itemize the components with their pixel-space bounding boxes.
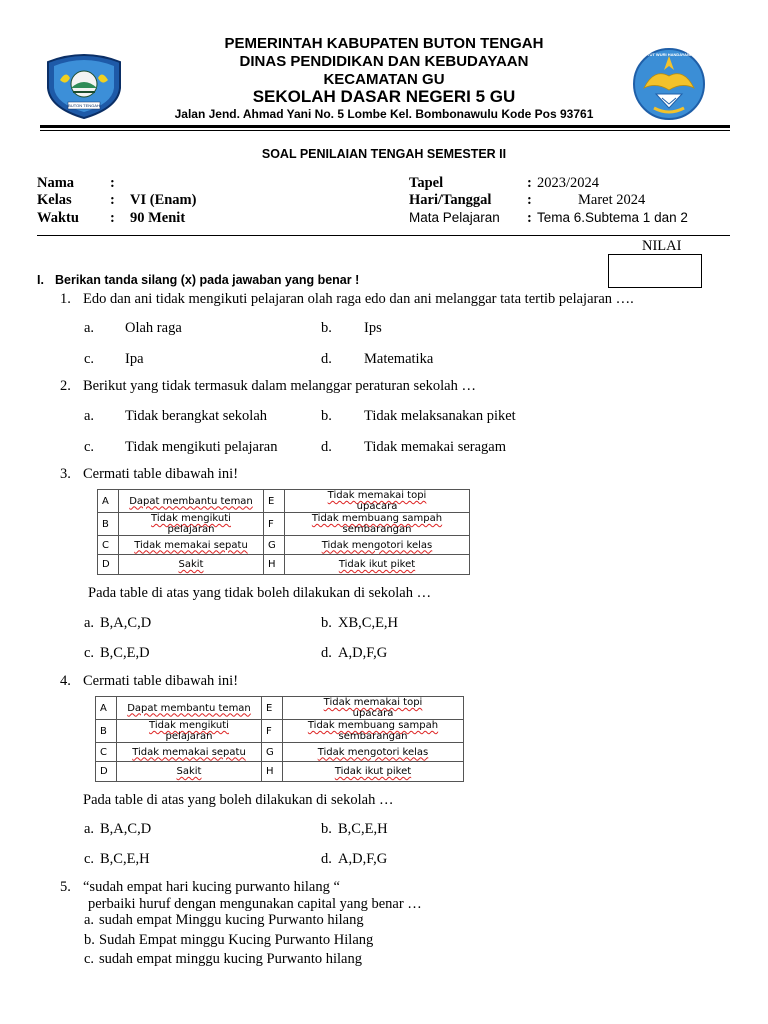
table-row — [98, 555, 470, 575]
q4-option-b-text: B,C,E,H — [338, 821, 388, 837]
info-nama-colon: : — [110, 175, 115, 191]
q5-option-b-letter: b. — [84, 932, 95, 948]
question-4-text: Cermati table dibawah ini! — [83, 673, 239, 689]
table-cell-text: Tidak mengikuti — [149, 720, 229, 731]
q3-table — [97, 489, 470, 575]
table-cell-key: B — [96, 720, 117, 743]
header-divider-thin — [40, 130, 730, 131]
section-instruction: Berikan tanda silang (x) pada jawaban yang benar ! — [55, 273, 360, 287]
info-kelas-label: Kelas — [37, 192, 72, 208]
table-cell-value — [117, 743, 262, 762]
info-waktu-value: 90 Menit — [130, 210, 186, 226]
section-number: I. — [37, 273, 44, 287]
info-tapel-colon: : — [527, 175, 532, 191]
question-5-text: “sudah empat hari kucing purwanto hilang “ — [83, 879, 340, 895]
table-cell-value — [285, 513, 470, 536]
q4-option-c-text: B,C,E,H — [100, 851, 150, 867]
table-cell-text: Tidak mengotori kelas — [317, 746, 429, 758]
table-cell-value — [119, 513, 264, 536]
question-4-number: 4. — [60, 673, 71, 689]
table-cell-value — [117, 762, 262, 782]
q2-option-a-letter: a. — [84, 408, 95, 424]
table-cell-key: A — [96, 697, 117, 720]
q1-option-a-text: Olah raga — [125, 320, 182, 336]
table-cell-value — [283, 743, 464, 762]
table-cell-text: Tidak memakai topi — [323, 697, 423, 708]
q1-option-c-letter: c. — [84, 351, 95, 367]
table-cell-text-line2: upacara — [356, 501, 398, 512]
q1-option-a-letter: a. — [84, 320, 95, 336]
q2-option-d-text: Tidak memakai seragam — [364, 439, 507, 455]
info-hari-value: Maret 2024 — [578, 192, 646, 208]
table-cell-text: Tidak mengikuti — [151, 513, 231, 524]
exam-title: SOAL PENILAIAN TENGAH SEMESTER II — [261, 147, 507, 161]
table-cell-text-line2: pelajaran — [165, 731, 213, 742]
q5-option-b-text: Sudah Empat minggu Kucing Purwanto Hilang — [99, 932, 374, 948]
q4-option-d-text: A,D,F,G — [338, 851, 388, 867]
nilai-box — [608, 254, 702, 288]
table-cell-key: F — [264, 513, 285, 536]
q1-option-d-text: Matematika — [364, 351, 434, 367]
info-nama-label: Nama — [37, 175, 75, 191]
table-row — [96, 697, 464, 720]
info-divider — [37, 235, 730, 236]
question-1-text: Edo dan ani tidak mengikuti pelajaran olah raga edo dan ani melanggar tata tertib pelajaran …. — [83, 291, 634, 307]
table-cell-value — [285, 536, 470, 555]
q3-option-b-letter: b. — [321, 615, 332, 631]
table-cell-text-line2: sembarangan — [338, 731, 408, 742]
table-cell-text-line2: upacara — [352, 708, 394, 719]
info-tapel-value: 2023/2024 — [537, 175, 600, 191]
table-cell-text: Sakit — [176, 766, 202, 777]
table-row — [98, 536, 470, 555]
table-cell-text: Tidak membuang sampah — [307, 720, 439, 731]
table-cell-key: E — [264, 490, 285, 513]
q1-option-c-text: Ipa — [125, 351, 144, 367]
school-name: SEKOLAH DASAR NEGERI 5 GU — [252, 87, 516, 106]
table-row — [98, 490, 470, 513]
table-cell-key: D — [96, 762, 117, 782]
nilai-label: NILAI — [642, 238, 682, 254]
left-logo-text-top: KABUPATEN — [71, 50, 97, 55]
q5-option-c-text: sudah empat minggu kucing Purwanto hilang — [99, 951, 362, 967]
table-cell-key: H — [262, 762, 283, 782]
table-cell-value — [283, 697, 464, 720]
table-cell-key: F — [262, 720, 283, 743]
table-cell-key: C — [96, 743, 117, 762]
q1-option-b-letter: b. — [321, 320, 332, 336]
school-address: Jalan Jend. Ahmad Yani No. 5 Lombe Kel. Bombonawulu Kode Pos 93761 — [174, 107, 594, 121]
question-4-prompt: Pada table di atas yang boleh dilakukan di sekolah … — [83, 792, 394, 808]
q5-option-a-letter: a. — [84, 912, 95, 928]
info-mapel-colon: : — [527, 210, 532, 226]
table-cell-text: Tidak ikut piket — [338, 559, 416, 570]
info-mapel-value: Tema 6.Subtema 1 dan 2 — [537, 210, 688, 225]
table-row — [96, 743, 464, 762]
header-line-1: PEMERINTAH KABUPATEN BUTON TENGAH — [224, 35, 544, 52]
table-row — [98, 513, 470, 536]
q4-option-b-letter: b. — [321, 821, 332, 837]
q4-option-a-text: B,A,C,D — [100, 821, 152, 837]
table-cell-key: G — [262, 743, 283, 762]
info-hari-colon: : — [527, 192, 532, 208]
table-cell-value — [283, 720, 464, 743]
table-cell-key: D — [98, 555, 119, 575]
q2-option-a-text: Tidak berangkat sekolah — [125, 408, 268, 424]
info-hari-label: Hari/Tanggal — [409, 192, 492, 208]
table-cell-key: H — [264, 555, 285, 575]
q3-option-a-text: B,A,C,D — [100, 615, 152, 631]
question-5-instruction: perbaiki huruf dengan mengunakan capital yang benar … — [88, 896, 422, 912]
q5-option-c-letter: c. — [84, 951, 95, 967]
q3-option-a-letter: a. — [84, 615, 95, 631]
q1-option-d-letter: d. — [321, 351, 332, 367]
info-kelas-value: VI (Enam) — [130, 192, 197, 208]
q2-option-c-text: Tidak mengikuti pelajaran — [125, 439, 278, 455]
q2-option-d-letter: d. — [321, 439, 332, 455]
table-cell-value — [285, 490, 470, 513]
table-cell-text: Tidak ikut piket — [334, 766, 412, 777]
q3-option-d-text: A,D,F,G — [338, 645, 388, 661]
q4-option-c-letter: c. — [84, 851, 95, 867]
table-cell-text-line2: pelajaran — [167, 524, 215, 535]
table-row — [96, 762, 464, 782]
question-5-number: 5. — [60, 879, 71, 895]
table-cell-key: G — [264, 536, 285, 555]
table-cell-value — [285, 555, 470, 575]
table-cell-value — [283, 762, 464, 782]
table-cell-text: Dapat membantu teman — [127, 702, 251, 714]
q2-option-b-text: Tidak melaksanakan piket — [364, 408, 516, 424]
q4-option-d-letter: d. — [321, 851, 332, 867]
q5-option-a-text: sudah empat Minggu kucing Purwanto hilang — [99, 912, 364, 928]
info-tapel-label: Tapel — [409, 175, 444, 191]
table-cell-value — [117, 720, 262, 743]
q3-option-c-text: B,C,E,D — [100, 645, 150, 661]
info-waktu-label: Waktu — [37, 210, 79, 226]
header-line-3: KECAMATAN GU — [323, 71, 445, 88]
table-row — [96, 720, 464, 743]
table-cell-text-line2: sembarangan — [342, 524, 412, 535]
table-cell-text: Tidak memakai sepatu — [132, 746, 246, 758]
table-cell-key: B — [98, 513, 119, 536]
q2-option-b-letter: b. — [321, 408, 332, 424]
right-logo-text: TUT WURI HANDAYANI — [647, 52, 691, 57]
q3-option-d-letter: d. — [321, 645, 332, 661]
table-cell-value — [119, 555, 264, 575]
table-cell-text: Tidak memakai topi — [327, 490, 427, 501]
table-cell-key: A — [98, 490, 119, 513]
question-2-text: Berikut yang tidak termasuk dalam melanggar peraturan sekolah … — [83, 378, 476, 394]
question-3-prompt: Pada table di atas yang tidak boleh dilakukan di sekolah … — [88, 585, 432, 601]
table-cell-key: C — [98, 536, 119, 555]
question-3-text: Cermati table dibawah ini! — [83, 466, 239, 482]
q3-option-c-letter: c. — [84, 645, 95, 661]
q1-option-b-text: Ips — [364, 320, 382, 336]
table-cell-value — [119, 490, 264, 513]
table-cell-text: Sakit — [178, 559, 204, 570]
q4-option-a-letter: a. — [84, 821, 95, 837]
header-line-2: DINAS PENDIDIKAN DAN KEBUDAYAAN — [239, 53, 529, 70]
left-logo-text-bottom: BUTON TENGAH — [68, 103, 100, 108]
info-waktu-colon: : — [110, 210, 115, 226]
table-cell-text: Tidak memakai sepatu — [134, 539, 248, 551]
table-cell-value — [119, 536, 264, 555]
q3-option-b-text: XB,C,E,H — [338, 615, 399, 631]
table-cell-text: Tidak mengotori kelas — [321, 539, 433, 551]
question-1-number: 1. — [60, 291, 71, 307]
table-cell-value — [117, 697, 262, 720]
table-cell-text: Tidak membuang sampah — [311, 513, 443, 524]
q2-option-c-letter: c. — [84, 439, 95, 455]
question-3-number: 3. — [60, 466, 71, 482]
table-cell-key: E — [262, 697, 283, 720]
info-mapel-label: Mata Pelajaran — [409, 210, 500, 225]
q4-table — [95, 696, 464, 782]
question-2-number: 2. — [60, 378, 71, 394]
header-divider-thick — [40, 125, 730, 128]
table-cell-text: Dapat membantu teman — [129, 495, 253, 507]
info-kelas-colon: : — [110, 192, 115, 208]
